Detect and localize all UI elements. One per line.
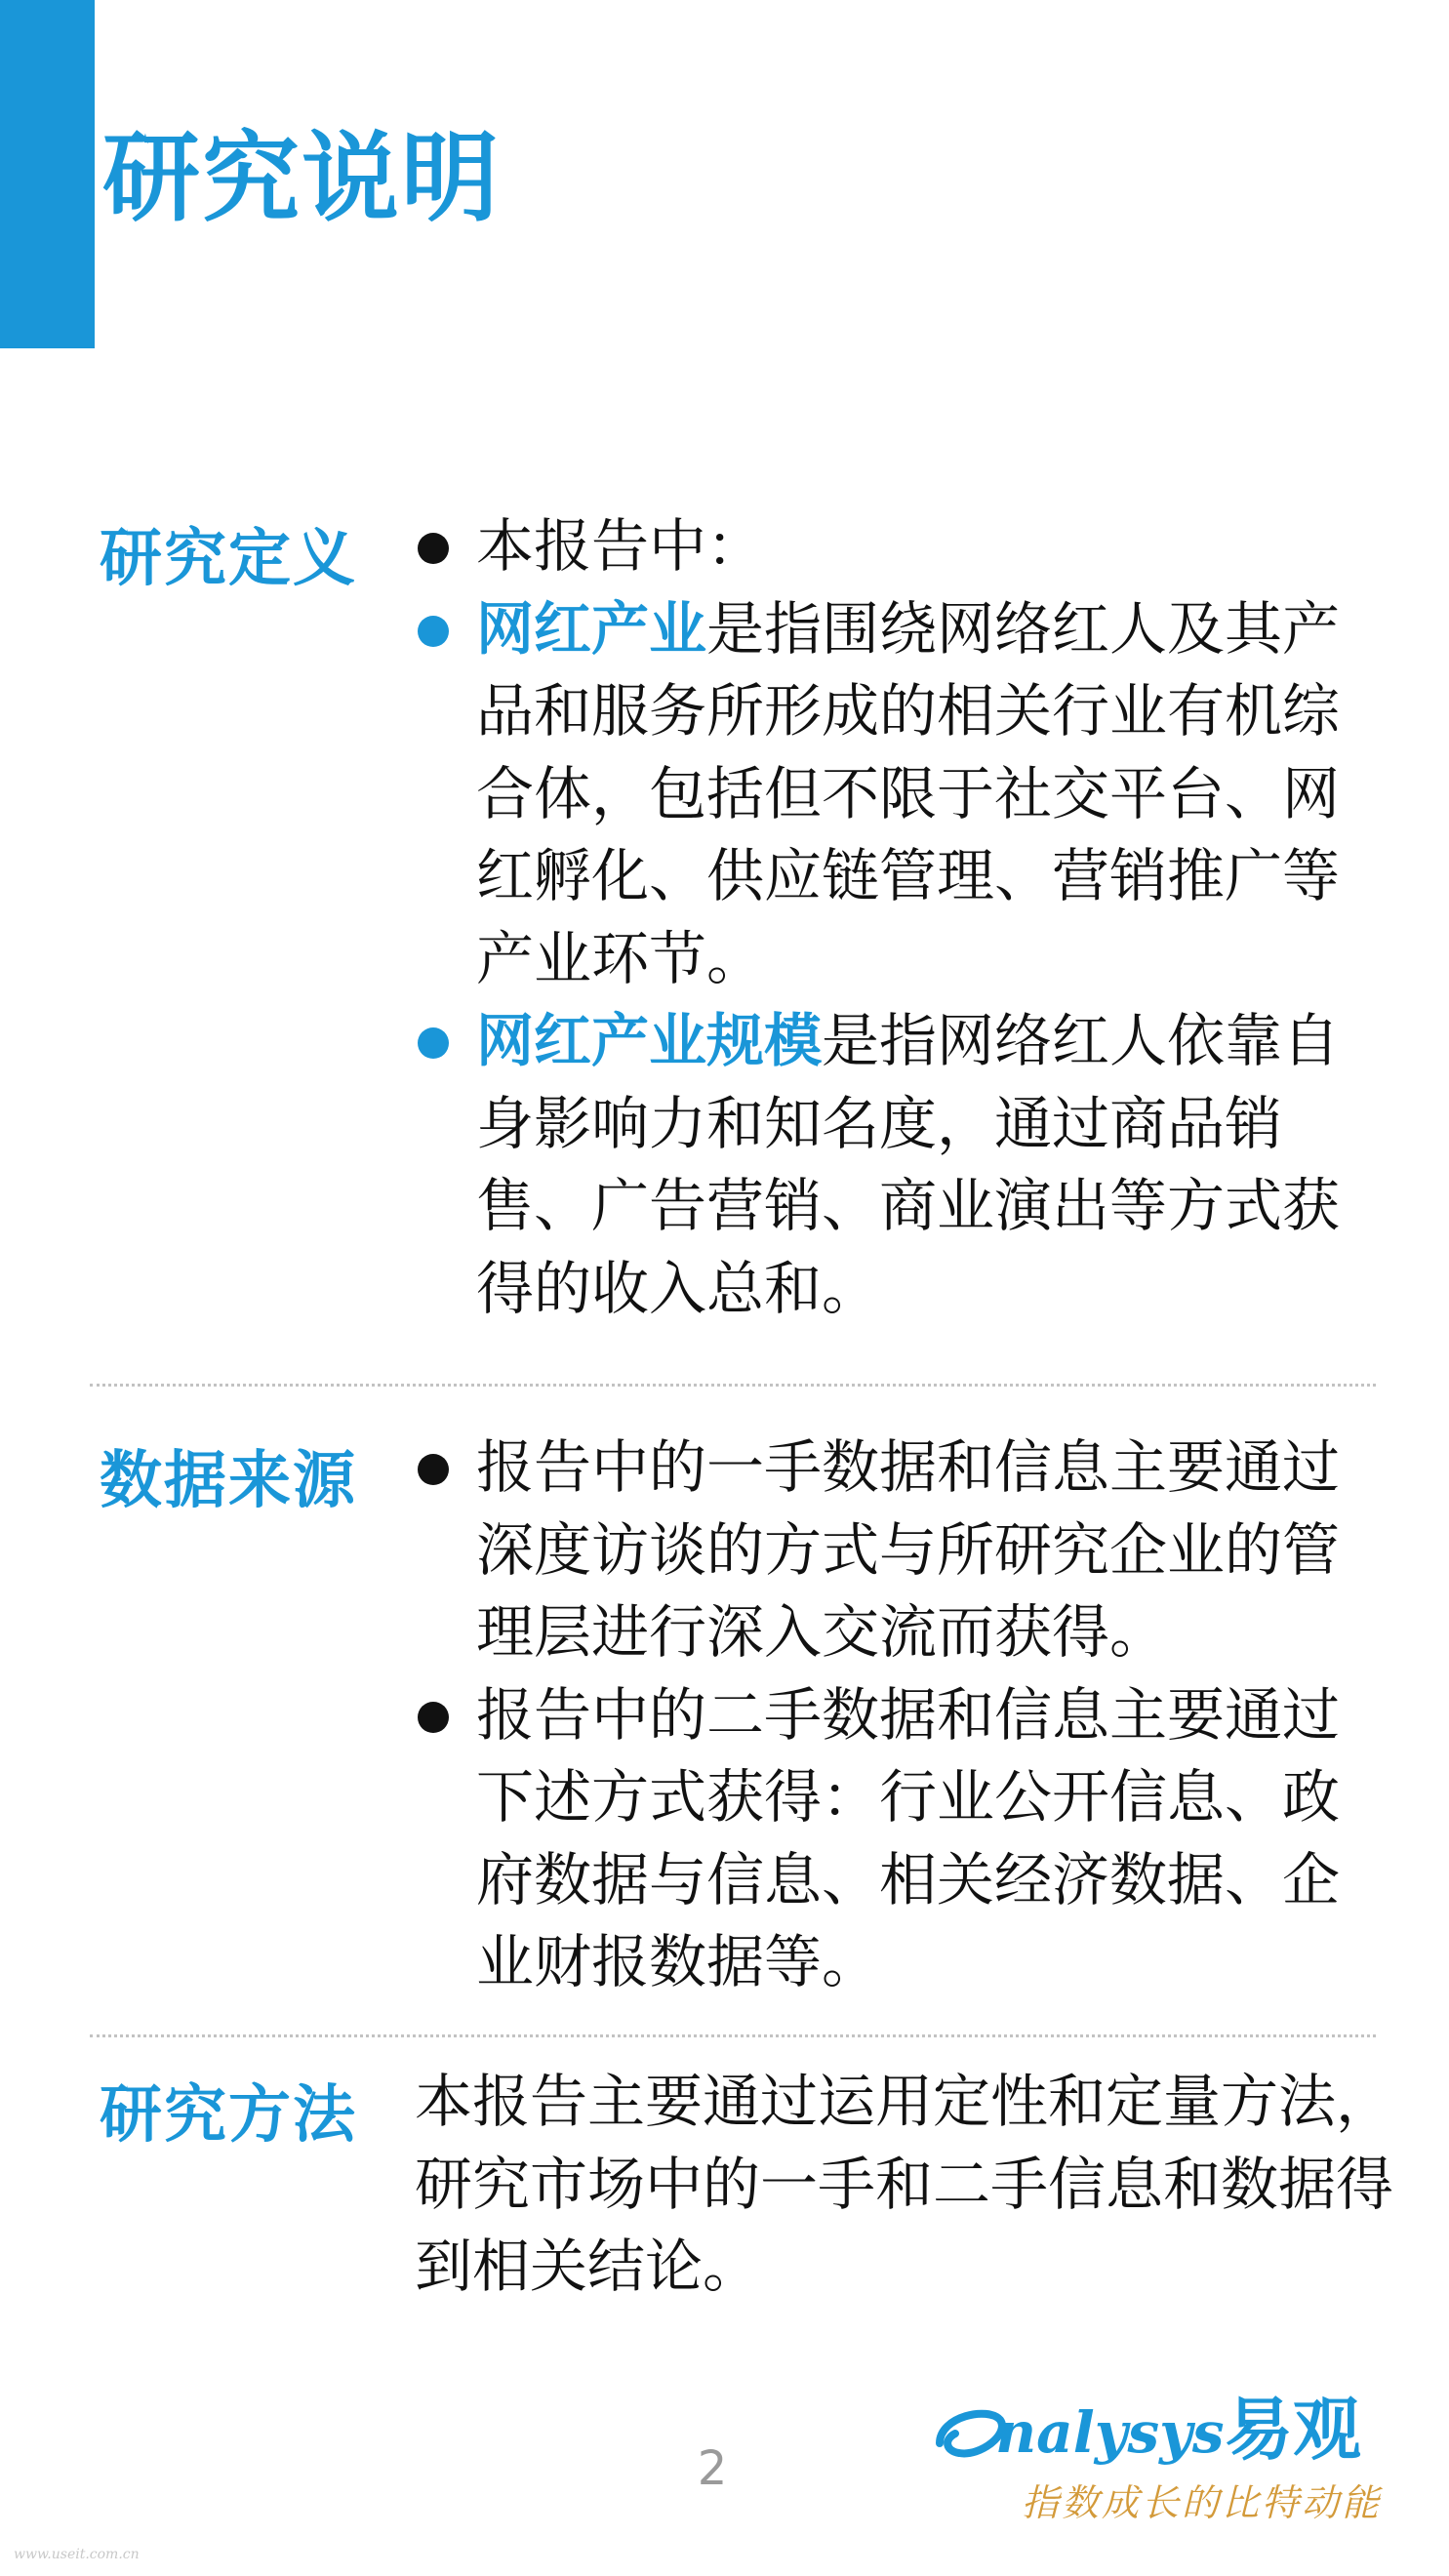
data-source-text: 报告中的一手数据和信息主要通过深度访谈的方式与所研究企业的管理层进行深入交流而获得。 <box>476 1433 1341 1666</box>
logo-tagline: 指数成长的比特动能 <box>1022 2481 1383 2524</box>
definition-list <box>415 505 1390 1330</box>
watermark: www.useit.com.cn <box>14 2547 140 2562</box>
data-source-list <box>415 1427 1390 2004</box>
bullet-dot-icon <box>418 1454 449 1485</box>
bullet-dot-icon <box>418 616 449 647</box>
bullet-dot-icon <box>418 1702 449 1733</box>
definition-intro-item <box>415 505 1390 588</box>
section-divider <box>90 1384 1376 1387</box>
definition-intro-text: 本报告中： <box>476 512 765 580</box>
data-source-item <box>415 1427 1390 1674</box>
section-label-method: 研究方法 <box>100 2079 357 2152</box>
title-accent-bar <box>0 0 95 348</box>
page-number: 2 <box>697 2441 728 2496</box>
section-divider <box>90 2034 1376 2037</box>
data-source-text: 报告中的二手数据和信息主要通过下述方式获得：行业公开信息、政府数据与信息、相关经济数据、企业财报数据等。 <box>476 1680 1341 1995</box>
page-title: 研究说明 <box>102 121 501 235</box>
definition-term: 网红产业 <box>476 594 707 663</box>
section-label-definition: 研究定义 <box>100 523 357 595</box>
analysys-logo <box>932 2381 1400 2537</box>
logo-wordmark: nalysys <box>995 2399 1225 2466</box>
data-source-item <box>415 1674 1390 2004</box>
definition-text: 是指围绕网络红人及其产品和服务所形成的相关行业有机综合体，包括但不限于社交平台、网红孵化、供应链管理、营销推广等产业环节。 <box>476 594 1341 992</box>
definition-item <box>415 1000 1390 1330</box>
bullet-dot-icon <box>418 1027 449 1059</box>
section-label-data-source: 数据来源 <box>100 1445 357 1517</box>
definition-item <box>415 588 1390 1001</box>
definition-text: 是指网络红人依靠自身影响力和知名度，通过商品销售、广告营销、商业演出等方式获得的收入总和。 <box>476 1007 1341 1322</box>
logo-chinese-name: 易观 <box>1225 2390 1361 2470</box>
definition-term: 网红产业规模 <box>476 1007 823 1074</box>
bullet-dot-icon <box>418 533 449 564</box>
method-text: 本报告主要通过运用定性和定量方法，研究市场中的一手和二手信息和数据得到相关结论。 <box>415 2068 1394 2300</box>
